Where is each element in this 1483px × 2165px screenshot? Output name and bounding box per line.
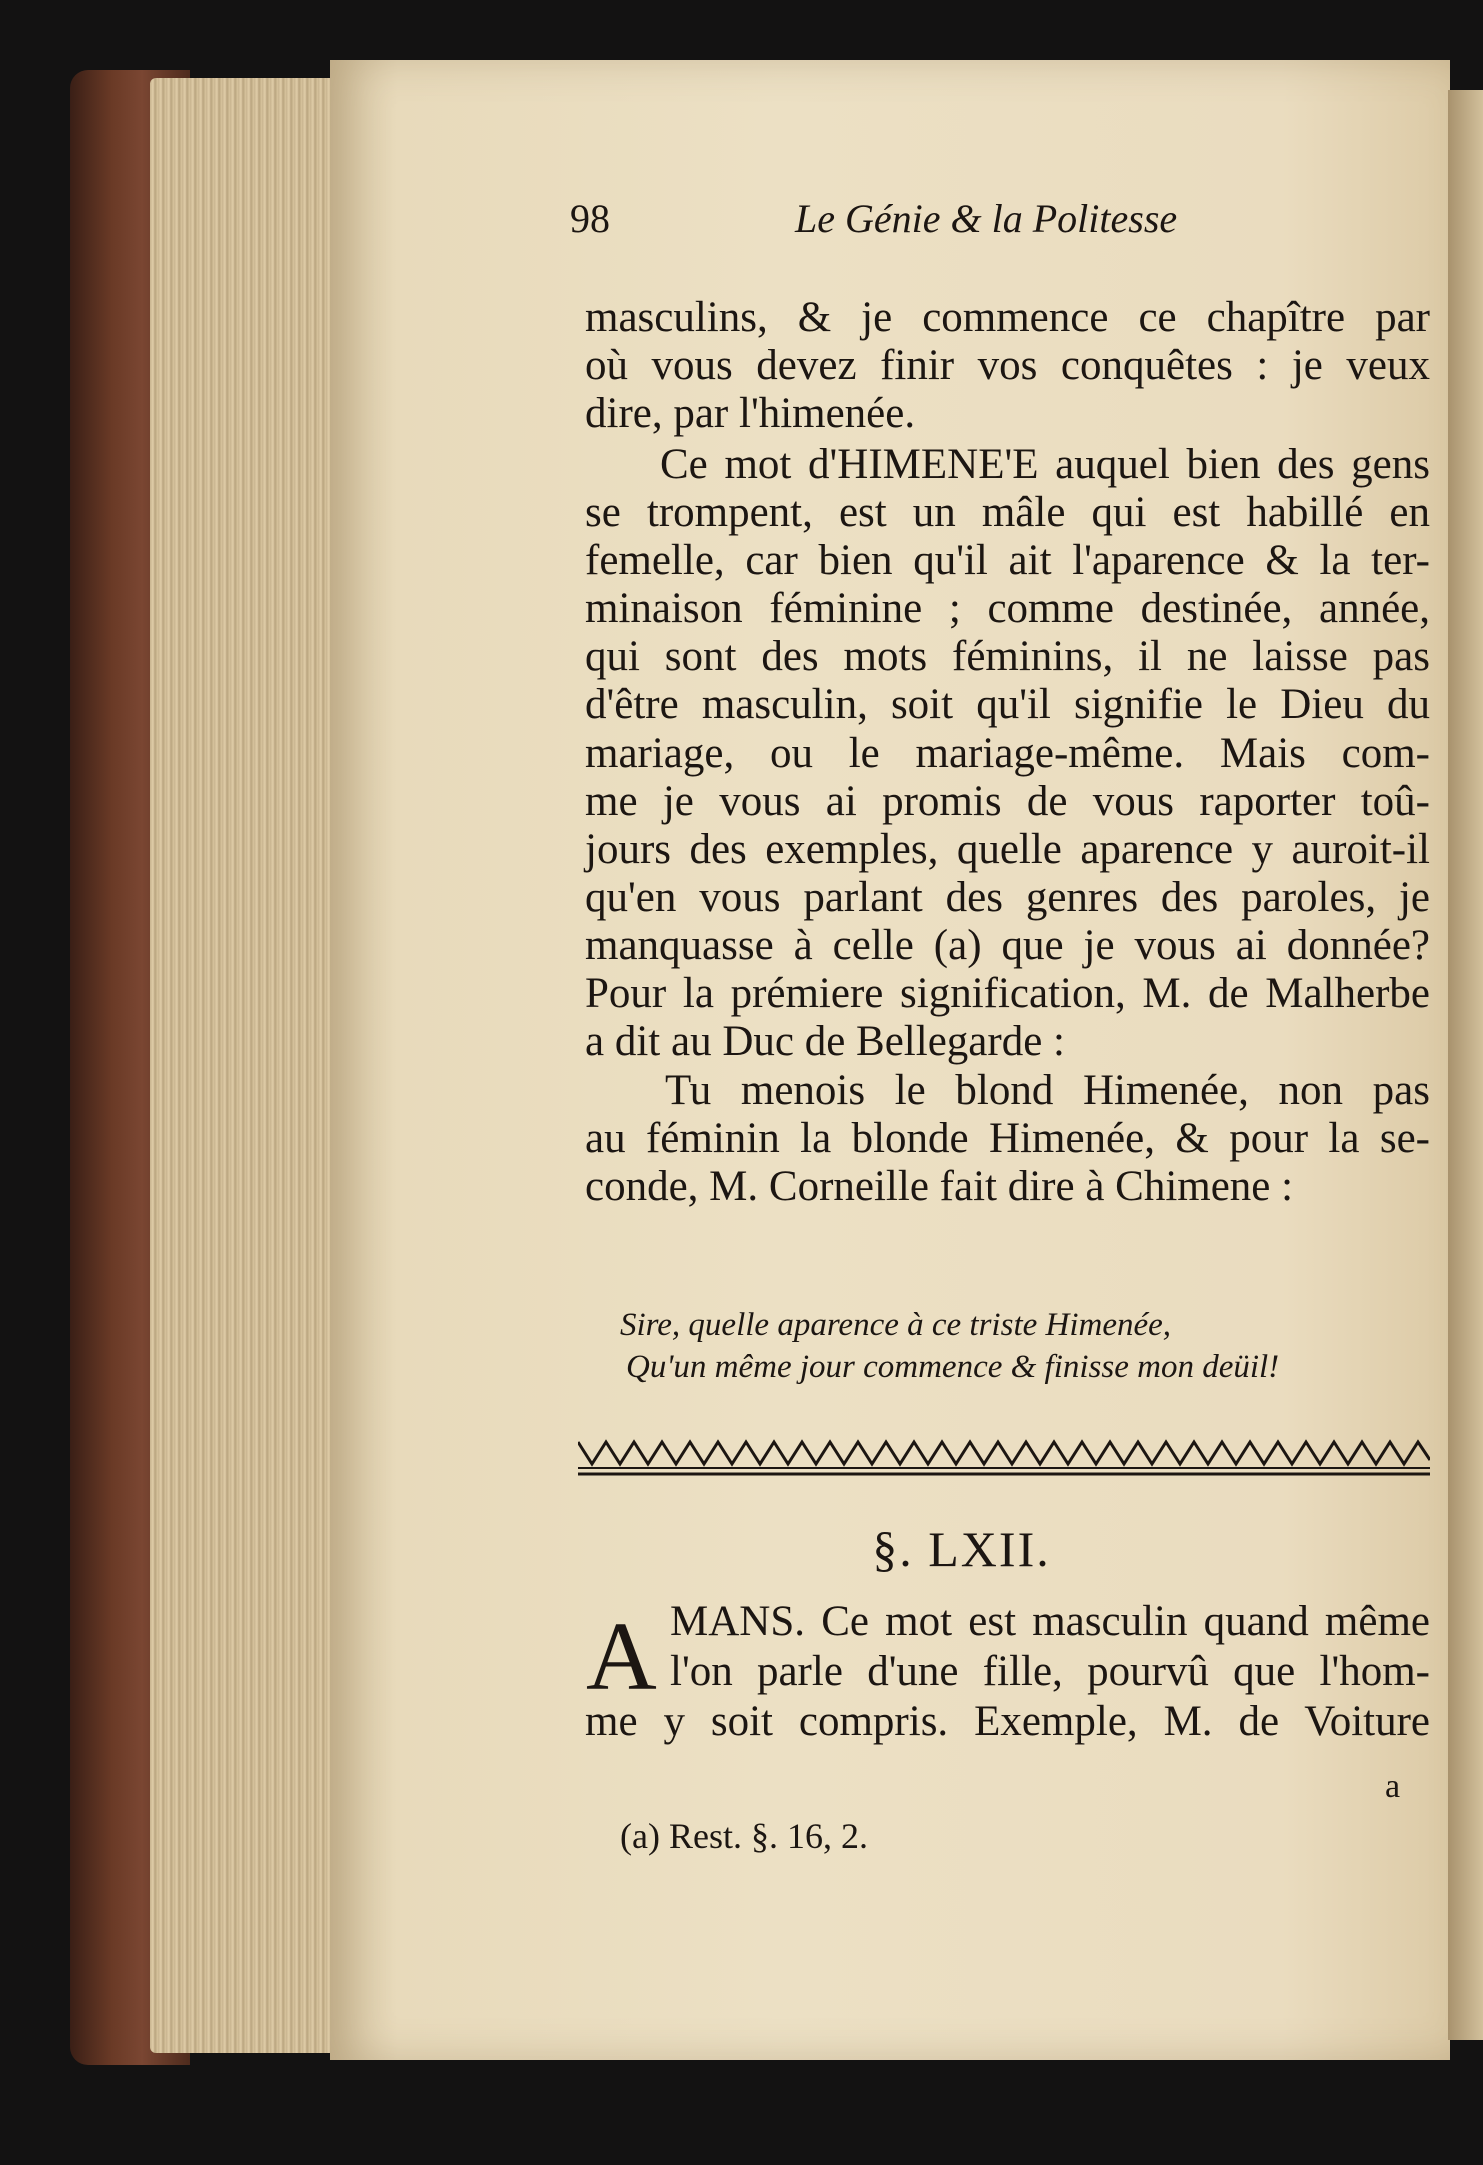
body-line: se trompent, est un mâle qui est habillé en <box>585 489 1430 536</box>
body-line: a dit au Duc de Bellegarde : <box>585 1018 1065 1065</box>
body-line: dire, par l'himenée. <box>585 390 916 437</box>
verse-line: Sire, quelle aparence à ce triste Himenée, <box>620 1307 1172 1343</box>
body-line: femelle, car bien qu'il ait l'aparence & la ter- <box>585 537 1430 584</box>
section-heading-text: §. LXII. <box>872 1521 1051 1577</box>
body-line: Ce mot d'HIMENE'E auquel bien des gens <box>660 441 1430 488</box>
section-heading <box>0 1520 1483 1580</box>
body-line: masculins, & je commence ce chapître par <box>585 294 1430 341</box>
body-line: au féminin la blonde Himenée, & pour la se- <box>585 1115 1430 1162</box>
entry-line: me y soit compris. Exemple, M. de Voiture <box>585 1698 1430 1745</box>
body-line: minaison féminine ; comme destinée, année, <box>585 585 1430 632</box>
body-line: Pour la prémiere signification, M. de Malherbe <box>585 970 1430 1017</box>
page-number: 98 <box>570 196 610 241</box>
body-line: Tu menois le blond Himenée, non pas <box>665 1067 1430 1114</box>
body-line: me je vous ai promis de vous raporter toû- <box>585 778 1430 825</box>
body-line: d'être masculin, soit qu'il signifie le Dieu du <box>585 681 1430 728</box>
entry-line: l'on parle d'une fille, pourvû que l'hom- <box>670 1648 1430 1695</box>
body-line: manquasse à celle (a) que je vous ai donnée? <box>585 922 1430 969</box>
page-block-edges <box>150 78 350 2053</box>
body-line: qu'en vous parlant des genres des paroles, je <box>585 874 1430 921</box>
body-line: mariage, ou le mariage-même. Mais com- <box>585 730 1430 777</box>
facing-page-edge <box>1448 90 1483 2040</box>
ornamental-rule <box>578 1432 1430 1478</box>
entry-line: MANS. Ce mot est masculin quand même <box>670 1598 1430 1645</box>
header-title: Le Génie & la Politesse <box>795 196 1178 241</box>
body-line: où vous devez finir vos conquêtes : je veux <box>585 342 1430 389</box>
body-line: jours des exemples, quelle aparence y auroit-il <box>585 826 1430 873</box>
verse-line: Qu'un même jour commence & finisse mon deüil! <box>626 1349 1280 1385</box>
catchword: a <box>1385 1768 1401 1805</box>
body-line: qui sont des mots féminins, il ne laisse pas <box>585 633 1430 680</box>
body-line: conde, M. Corneille fait dire à Chimene : <box>585 1163 1294 1210</box>
footnote: (a) Rest. §. 16, 2. <box>620 1816 868 1856</box>
drop-cap: A <box>586 1603 657 1711</box>
running-head <box>570 195 1430 255</box>
